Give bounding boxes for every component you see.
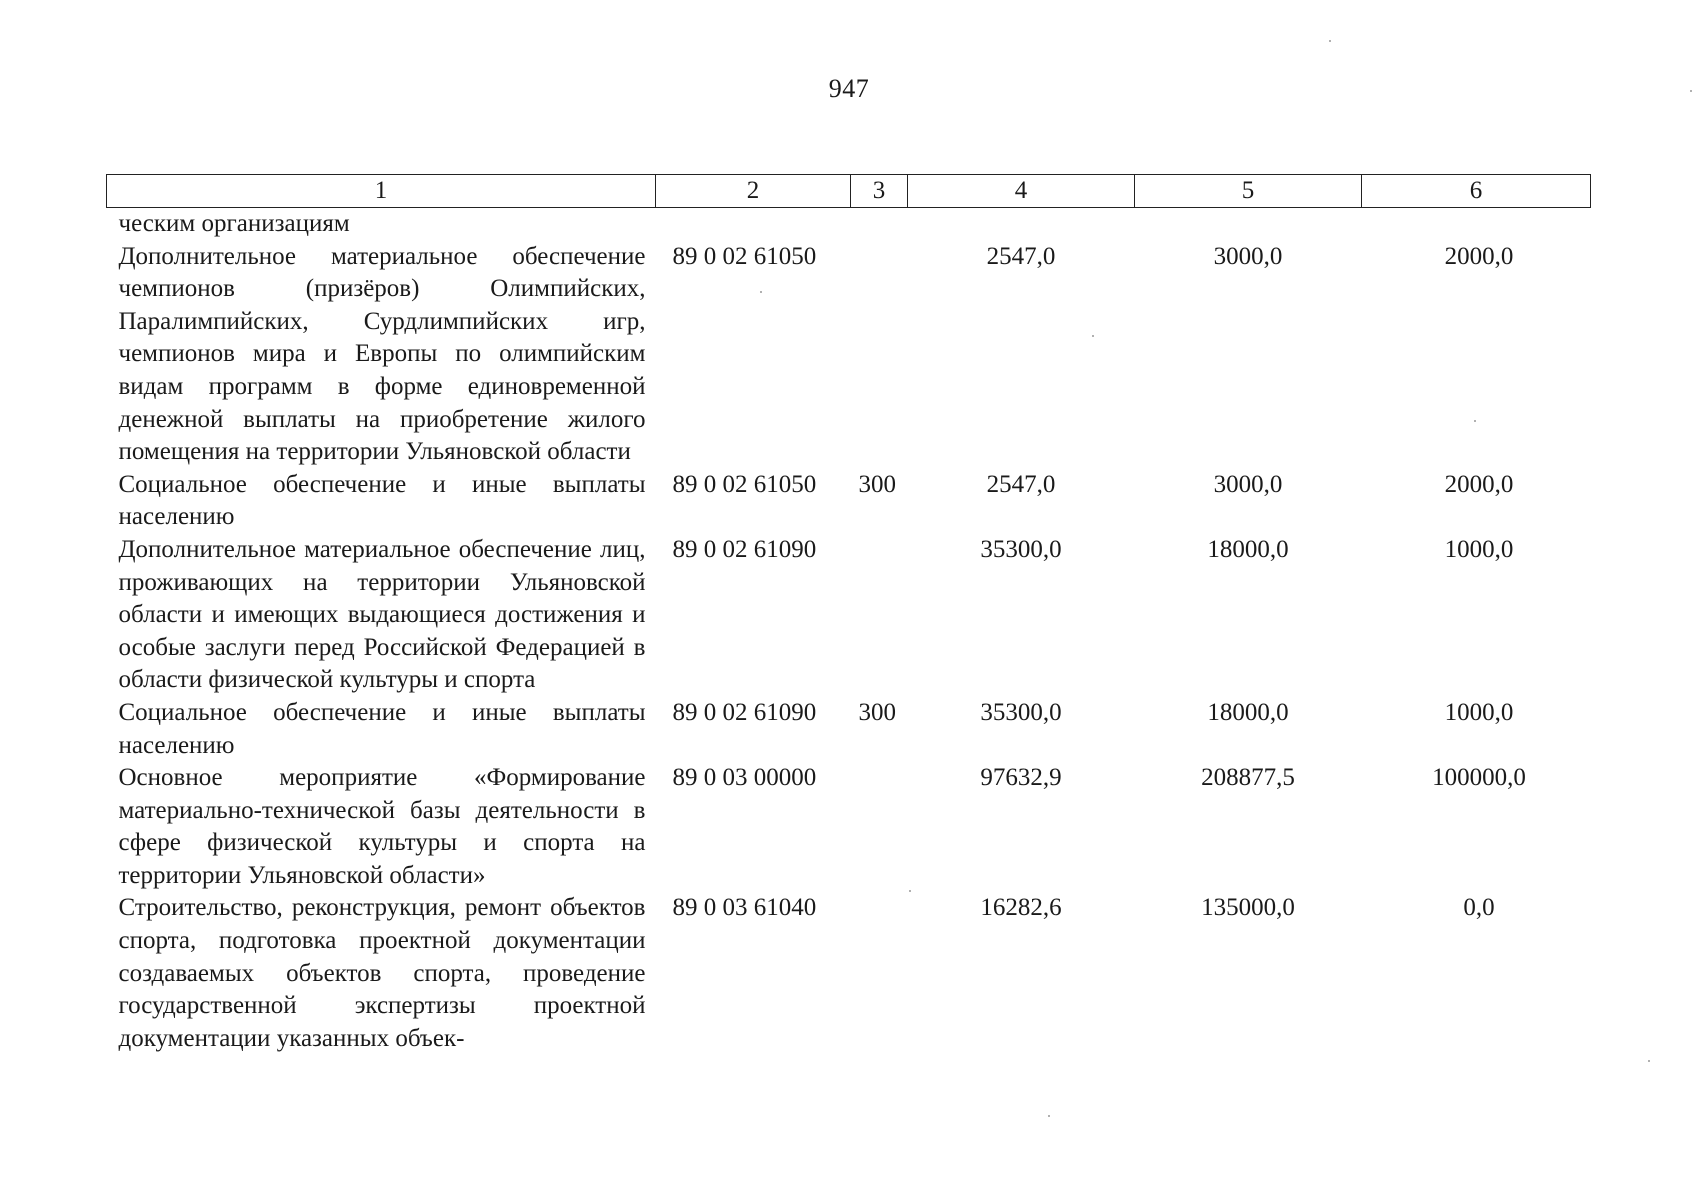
continuation-row <box>107 208 1591 241</box>
row-value-col4: 2547,0 <box>986 470 1056 498</box>
continuation-text: ческим организациям <box>118 210 350 237</box>
table-row <box>107 697 1591 762</box>
row-value-col4: 16282,6 <box>980 894 1062 922</box>
row-code: 89 0 02 61050 <box>672 470 817 498</box>
row-value-col5: 208877,5 <box>1201 764 1295 792</box>
row-value-col5: 18000,0 <box>1207 698 1289 726</box>
scan-speck <box>1648 1060 1650 1062</box>
row-expense-type <box>851 241 908 469</box>
header-col-4: 4 <box>908 175 1135 208</box>
header-col-3: 3 <box>851 175 908 208</box>
table-row <box>107 892 1591 1055</box>
header-col-5: 5 <box>1135 175 1362 208</box>
row-value-col6: 1000,0 <box>1444 698 1514 726</box>
row-value-col6: 1000,0 <box>1444 535 1514 563</box>
scan-speck <box>1329 40 1331 42</box>
row-value-col6: 0,0 <box>1463 894 1495 922</box>
row-value-col4: 97632,9 <box>980 764 1062 792</box>
row-description: Социальное обеспечение и иные выплаты населению <box>118 698 646 759</box>
row-expense-type <box>851 534 908 697</box>
row-value-col5: 3000,0 <box>1213 470 1283 498</box>
row-code: 89 0 03 61040 <box>672 894 817 922</box>
row-description: Дополнительное материальное обеспечение чемпионов (призёров) Олимпийских, Паралимпийских, Сурдлимпийских игр, чемпионов мира и Европы по олимпийским видам программ в форме единовременной денежной выплаты на приобретение жилого помещения на территории Ульяновской области <box>118 242 646 466</box>
header-row <box>107 175 1591 208</box>
row-value-col4: 35300,0 <box>980 698 1062 726</box>
row-value-col5: 18000,0 <box>1207 535 1289 563</box>
row-value-col5: 3000,0 <box>1213 242 1283 270</box>
scan-speck <box>1048 1115 1050 1117</box>
header-col-6: 6 <box>1362 175 1591 208</box>
scan-speck <box>1092 335 1094 337</box>
page-number: 947 <box>828 74 870 103</box>
row-value-col6: 2000,0 <box>1444 242 1514 270</box>
row-expense-type: 300 <box>858 470 896 498</box>
row-expense-type <box>851 762 908 892</box>
table-row <box>107 469 1591 534</box>
row-description: Основное мероприятие «Формирование материально-технической базы деятельности в сфере физической культуры и спорта на территории Ульяновской области» <box>118 764 646 889</box>
row-description: Строительство, реконструкция, ремонт объектов спорта, подготовка проектной документации создаваемых объектов спорта, проведение государственной экспертизы проектной документации указанных объек- <box>118 894 646 1052</box>
table-header <box>107 175 1591 208</box>
row-code: 89 0 02 61090 <box>672 535 817 563</box>
table-body <box>107 208 1591 1056</box>
row-expense-type <box>851 892 908 1055</box>
budget-table-container <box>106 174 1590 1055</box>
row-value-col4: 2547,0 <box>986 242 1056 270</box>
scan-speck <box>760 291 762 293</box>
table-row <box>107 534 1591 697</box>
row-expense-type: 300 <box>858 698 896 726</box>
scan-speck <box>1690 90 1692 92</box>
header-col-2: 2 <box>656 175 851 208</box>
scan-speck <box>1474 420 1476 422</box>
row-code: 89 0 03 00000 <box>672 764 817 792</box>
budget-table <box>106 174 1591 1055</box>
header-col-1: 1 <box>107 175 656 208</box>
table-row <box>107 762 1591 892</box>
row-value-col6: 100000,0 <box>1432 764 1526 792</box>
row-description: Социальное обеспечение и иные выплаты населению <box>118 470 646 531</box>
row-value-col6: 2000,0 <box>1444 470 1514 498</box>
row-value-col5: 135000,0 <box>1201 894 1295 922</box>
row-value-col4: 35300,0 <box>980 535 1062 563</box>
table-row <box>107 241 1591 469</box>
row-code: 89 0 02 61050 <box>672 242 817 270</box>
row-code: 89 0 02 61090 <box>672 698 817 726</box>
scan-speck <box>909 890 911 892</box>
row-description: Дополнительное материальное обеспечение лиц, проживающих на территории Ульяновской области и имеющих выдающиеся достижения и особые заслуги перед Российской Федерацией в области физической культуры и спорта <box>118 535 646 694</box>
